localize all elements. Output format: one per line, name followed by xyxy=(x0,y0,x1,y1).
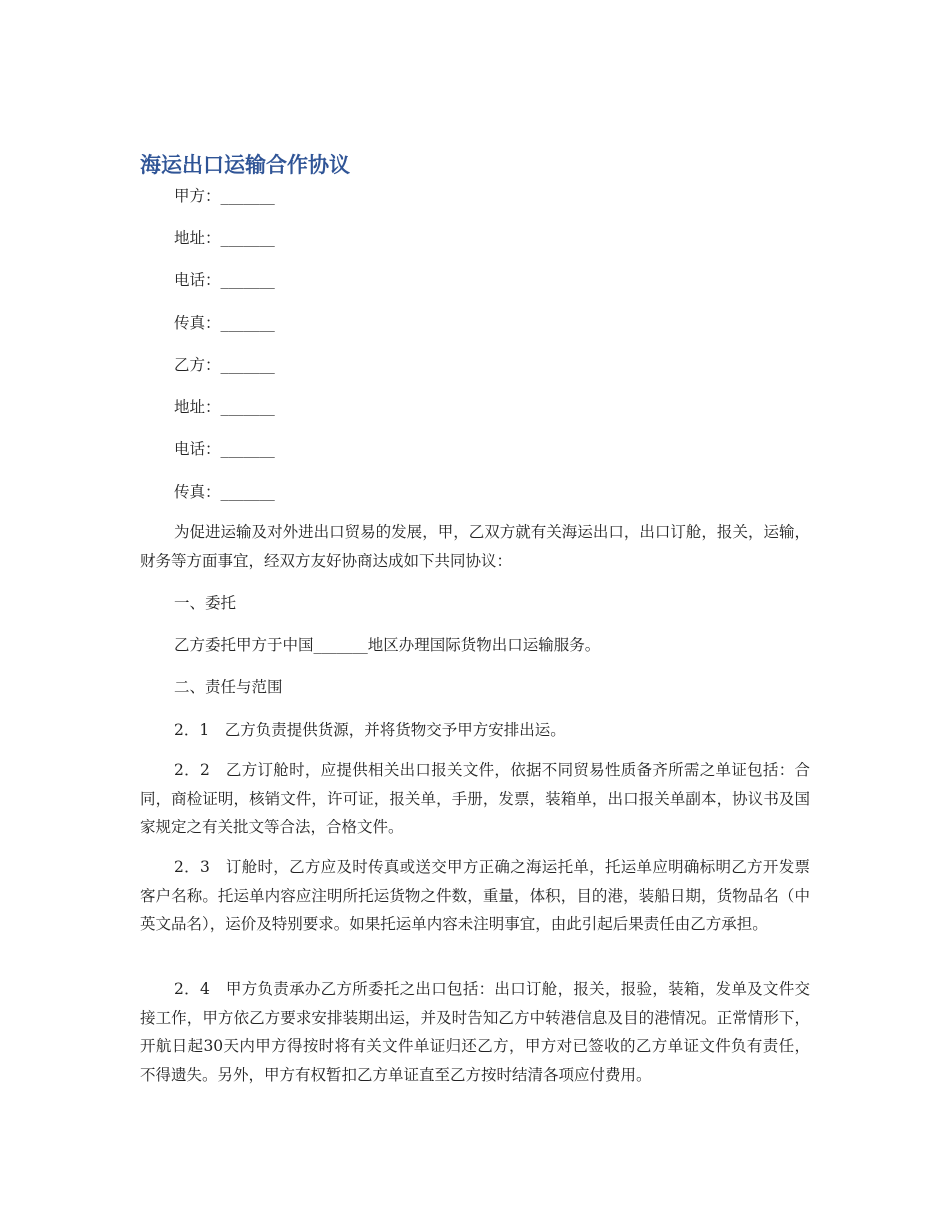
intro-paragraph: 为促进运输及对外进出口贸易的发展，甲，乙双方就有关海运出口，出口订舱，报关，运输，财务等方面事宜，经双方友好协商达成如下共同协议： xyxy=(140,523,810,570)
party-b-fax-field: 传真：_______ xyxy=(174,483,275,501)
clause-2-4: 2．4 甲方负责承办乙方所委托之出口包括：出口订舱，报关，报验，装箱，发单及文件交接工作，甲方依乙方要求安排装期出运，并及时告知乙方中转港信息及目的港情况。正常情形下，开航日起30天内甲方得按时将有关文件单证归还乙方，甲方对已签收的乙方单证文件负有责任，不得遗失。另外，甲方有权暂扣乙方单证直至乙方按时结清各项应付费用。 xyxy=(140,980,810,1084)
party-a-address-field: 地址：_______ xyxy=(174,229,275,247)
party-a-name-field: 甲方：_______ xyxy=(174,187,275,205)
party-b-address-field: 地址：_______ xyxy=(174,398,275,416)
clause-2-3: 2．3 订舱时，乙方应及时传真或送交甲方正确之海运托单，托运单应明确标明乙方开发票客户名称。托运单内容应注明所托运货物之件数，重量，体积，目的港，装船日期，货物品名（中英文品名），运价及特别要求。如果托运单内容未注明事宜，由此引起后果责任由乙方承担。 xyxy=(140,858,810,934)
party-a-fax-field: 传真：_______ xyxy=(174,314,275,332)
section1-heading: 一、委托 xyxy=(174,594,237,612)
section2-heading: 二、责任与范围 xyxy=(174,678,283,696)
party-a-phone-field: 电话：_______ xyxy=(174,271,275,289)
section1-text: 乙方委托甲方于中国_______地区办理国际货物出口运输服务。 xyxy=(174,636,601,654)
party-b-phone-field: 电话：_______ xyxy=(174,440,275,458)
clause-2-2: 2．2 乙方订舱时，应提供相关出口报关文件，依据不同贸易性质备齐所需之单证包括：合同，商检证明，核销文件，许可证，报关单，手册，发票，装箱单，出口报关单副本，协议书及国家规定之有关批文等合法，合格文件。 xyxy=(140,761,810,837)
document-title: 海运出口运输合作协议 xyxy=(140,153,350,177)
clause-2-1: 2．1 乙方负责提供货源，并将货物交予甲方安排出运。 xyxy=(174,721,566,739)
party-b-name-field: 乙方：_______ xyxy=(174,356,275,374)
